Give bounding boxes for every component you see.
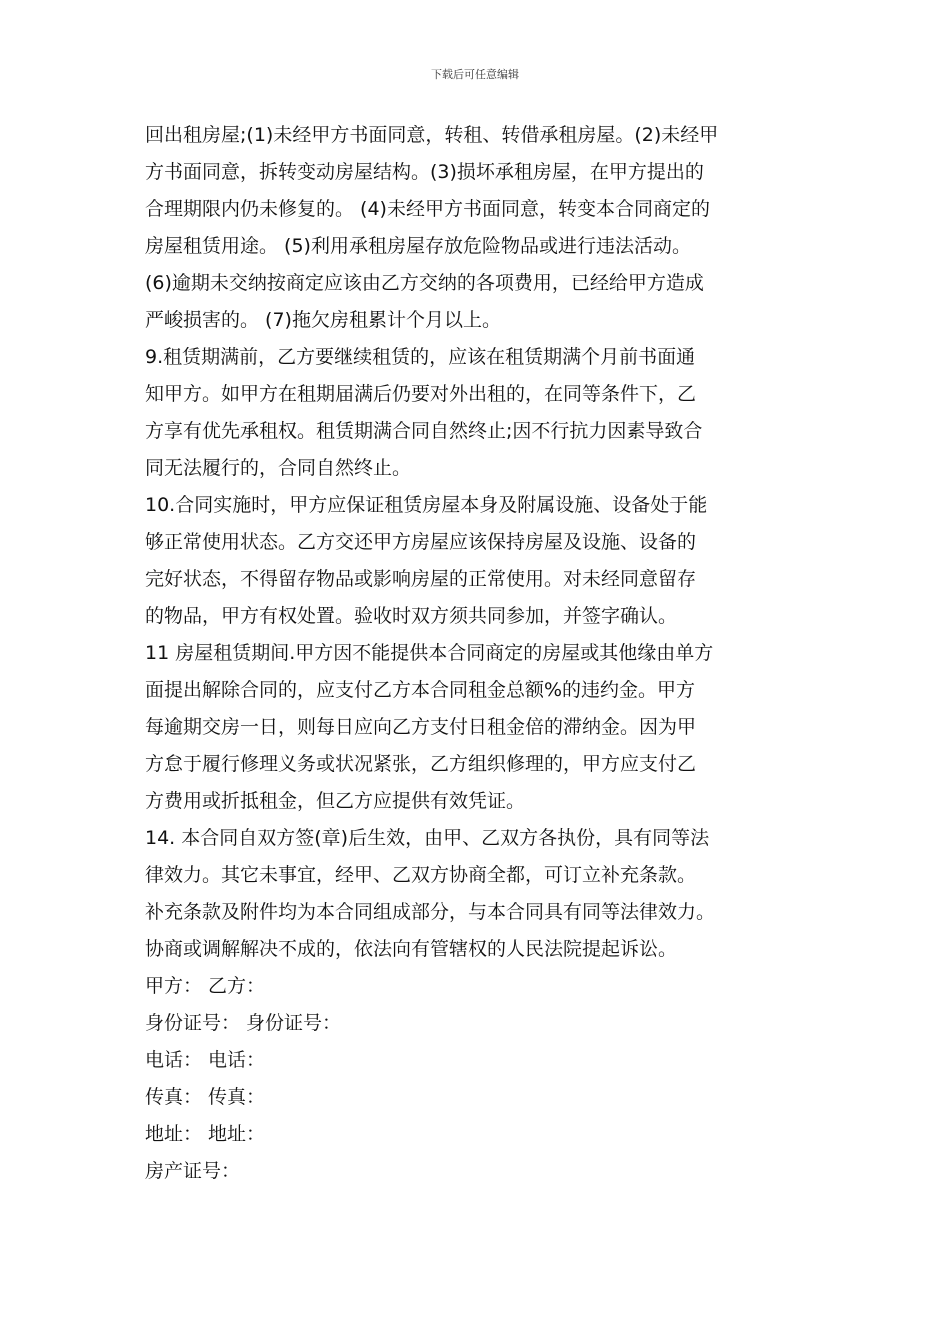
text-line: 知甲方。如甲方在租期届满后仍要对外出租的，在同等条件下，乙 — [145, 383, 697, 405]
document-body — [145, 117, 825, 1190]
text-line: 同无法履行的，合同自然终止。 — [145, 457, 412, 479]
property-certificate-line: 房产证号： — [145, 1160, 241, 1182]
text-line: 完好状态，不得留存物品或影响房屋的正常使用。对未经同意留存 — [145, 568, 697, 590]
signature-id-line: 身份证号： 身份证号： — [145, 1012, 342, 1034]
signature-fax-line: 传真： 传真： — [145, 1086, 266, 1108]
text-line: 方享有优先承租权。租赁期满合同自然终止;因不行抗力因素导致合 — [145, 420, 703, 442]
signature-party-line: 甲方： 乙方： — [145, 975, 266, 997]
text-line: 房屋租赁用途。 (5)利用承租房屋存放危险物品或进行违法活动。 — [145, 235, 691, 257]
signature-phone-line: 电话： 电话： — [145, 1049, 266, 1071]
text-line: 补充条款及附件均为本合同组成部分，与本合同具有同等法律效力。 — [145, 901, 716, 923]
text-line: 律效力。其它未事宜，经甲、乙双方协商全都，可订立补充条款。 — [145, 864, 697, 886]
text-line: 的物品，甲方有权处置。验收时双方须共同参加，并签字确认。 — [145, 605, 678, 627]
text-line: 协商或调解解决不成的，依法向有管辖权的人民法院提起诉讼。 — [145, 938, 678, 960]
signature-address-line: 地址： 地址： — [145, 1123, 266, 1145]
text-line: 10.合同实施时，甲方应保证租赁房屋本身及附属设施、设备处于能 — [145, 494, 708, 516]
text-line: (6)逾期未交纳按商定应该由乙方交纳的各项费用，已经给甲方造成 — [145, 272, 704, 294]
text-line: 严峻损害的。 (7)拖欠房租累计个月以上。 — [145, 309, 501, 331]
text-line: 回出租房屋;(1)未经甲方书面同意，转租、转借承租房屋。(2)未经甲 — [145, 124, 719, 146]
text-line: 方费用或折抵租金，但乙方应提供有效凭证。 — [145, 790, 526, 812]
text-line: 14. 本合同自双方签(章)后生效，由甲、乙双方各执份，具有同等法 — [145, 827, 710, 849]
text-line: 方书面同意，拆转变动房屋结构。(3)损坏承租房屋，在甲方提出的 — [145, 161, 704, 183]
text-line: 9.租赁期满前，乙方要继续租赁的，应该在租赁期满个月前书面通 — [145, 346, 696, 368]
text-line: 面提出解除合同的，应支付乙方本合同租金总额%的违约金。甲方 — [145, 679, 696, 701]
text-line: 11 房屋租赁期间.甲方因不能提供本合同商定的房屋或其他缘由单方 — [145, 642, 714, 664]
text-line: 每逾期交房一日，则每日应向乙方支付日租金倍的滞纳金。因为甲 — [145, 716, 697, 738]
text-line: 够正常使用状态。乙方交还甲方房屋应该保持房屋及设施、设备的 — [145, 531, 697, 553]
text-line: 方怠于履行修理义务或状况紧张，乙方组织修理的，甲方应支付乙 — [145, 753, 697, 775]
text-line: 合理期限内仍未修复的。 (4)未经甲方书面同意，转变本合同商定的 — [145, 198, 710, 220]
page-header: 下载后可任意编辑 — [431, 68, 519, 81]
